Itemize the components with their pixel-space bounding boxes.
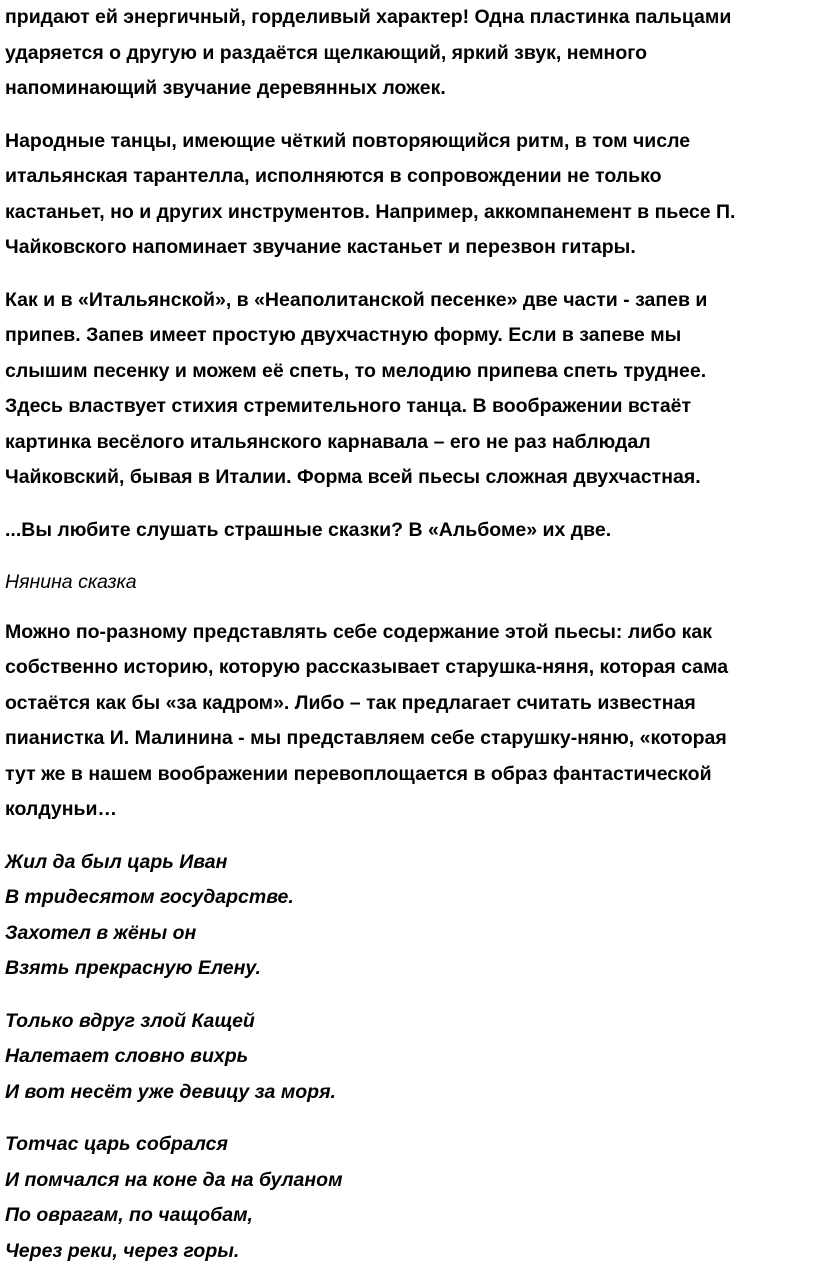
text-line: слышим песенку и можем её спеть, то мелодию припева спеть труднее.: [5, 354, 808, 390]
text-line: припев. Запев имеет простую двухчастную форму. Если в запеве мы: [5, 318, 808, 354]
text-line: Чайковского напоминает звучание кастаньет и перезвон гитары.: [5, 230, 808, 266]
verse-line: Тотчас царь собрался: [5, 1127, 808, 1163]
verse-stanza: [5, 1127, 808, 1269]
text-line: придают ей энергичный, горделивый характер! Одна пластинка пальцами: [5, 0, 808, 36]
section-title: Нянина сказка: [5, 565, 808, 601]
text-line: Как и в «Итальянской», в «Неаполитанской песенке» две части - запев и: [5, 283, 808, 319]
text-line: колдуньи…: [5, 792, 808, 828]
paragraph-castanets-sound: [5, 0, 808, 107]
verse-line: И помчался на коне да на буланом: [5, 1163, 808, 1199]
text-line: пианистка И. Малинина - мы представляем себе старушку-няню, «которая: [5, 721, 808, 757]
text-line: картинка весёлого итальянского карнавала – его не раз наблюдал: [5, 425, 808, 461]
paragraph-scary-tales: [5, 513, 808, 549]
paragraph-neapolitan-song: [5, 283, 808, 496]
text-line: Народные танцы, имеющие чёткий повторяющийся ритм, в том числе: [5, 124, 808, 160]
verse-line: Захотел в жёны он: [5, 916, 808, 952]
verse-stanza: [5, 1004, 808, 1111]
text-line: итальянская тарантелла, исполняются в сопровождении не только: [5, 159, 808, 195]
text-line: тут же в нашем воображении перевоплощается в образ фантастической: [5, 757, 808, 793]
verse-line: По оврагам, по чащобам,: [5, 1198, 808, 1234]
text-line: ...Вы любите слушать страшные сказки? В «Альбоме» их две.: [5, 513, 808, 549]
verse-line: И вот несёт уже девицу за моря.: [5, 1075, 808, 1111]
text-line: остаётся как бы «за кадром». Либо – так предлагает считать известная: [5, 686, 808, 722]
paragraph-folk-dances: [5, 124, 808, 266]
verse-line: Через реки, через горы.: [5, 1234, 808, 1269]
text-line: кастаньет, но и других инструментов. Например, аккомпанемент в пьесе П.: [5, 195, 808, 231]
verse-line: Только вдруг злой Кащей: [5, 1004, 808, 1040]
text-line: ударяется о другую и раздаётся щелкающий, яркий звук, немного: [5, 36, 808, 72]
verse-stanza: [5, 845, 808, 987]
text-line: Можно по-разному представлять себе содержание этой пьесы: либо как: [5, 615, 808, 651]
text-line: Чайковский, бывая в Италии. Форма всей пьесы сложная двухчастная.: [5, 460, 808, 496]
verse-line: Налетает словно вихрь: [5, 1039, 808, 1075]
verse-line: Взять прекрасную Елену.: [5, 951, 808, 987]
verse-line: В тридесятом государстве.: [5, 880, 808, 916]
text-line: напоминающий звучание деревянных ложек.: [5, 71, 808, 107]
verse-line: Жил да был царь Иван: [5, 845, 808, 881]
text-line: Здесь властвует стихия стремительного танца. В воображении встаёт: [5, 389, 808, 425]
text-line: собственно историю, которую рассказывает старушка-няня, которая сама: [5, 650, 808, 686]
paragraph-description: [5, 615, 808, 828]
